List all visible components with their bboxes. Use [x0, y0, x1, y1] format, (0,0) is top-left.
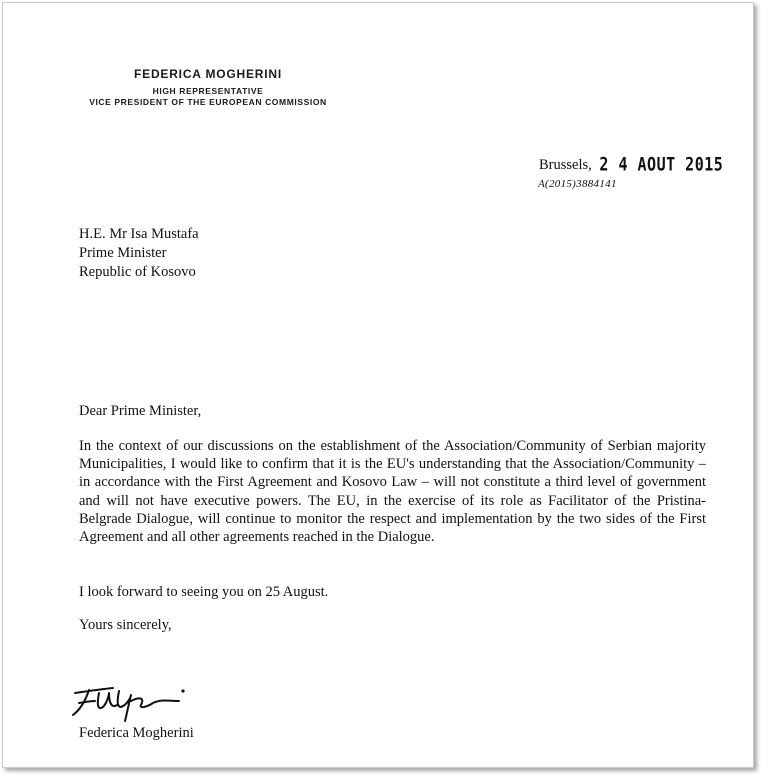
letterhead-title-high-representative: HIGH REPRESENTATIVE: [152, 86, 264, 96]
letterhead-title-vice-president: VICE PRESIDENT OF THE EUROPEAN COMMISSION: [89, 97, 327, 107]
dateline-place: Brussels,: [539, 157, 592, 173]
addressee-country: Republic of Kosovo: [79, 264, 196, 280]
body-paragraph-2: I look forward to seeing you on 25 August.: [79, 584, 329, 600]
handwritten-signature: [69, 683, 209, 725]
addressee-block: [79, 225, 199, 282]
salutation: Dear Prime Minister,: [79, 403, 202, 419]
addressee-name: H.E. Mr Isa Mustafa: [79, 226, 199, 242]
letterhead-name: FEDERICA MOGHERINI: [134, 67, 282, 81]
letterhead: [63, 67, 353, 108]
letter-page: [2, 2, 754, 768]
signatory-name: Federica Mogherini: [79, 725, 194, 741]
dateline: [539, 152, 724, 176]
addressee-title: Prime Minister: [79, 245, 167, 261]
reference-number: A(2015)3884141: [538, 178, 617, 190]
closing: Yours sincerely,: [79, 617, 172, 633]
body-paragraph-1: In the context of our discussions on the establishment of the Association/Community of Serbian majority Municipalities, I would like to confirm that it is the EU's understanding that the Association/Community – in accordance with the First Agreement and Kosovo Law – will not constitute a third level of government and will not have executive powers. The EU, in the exercise of its role as Facilitator of the Pristina-Belgrade Dialogue, will continue to monitor the respect and implementation by the two sides of the First Agreement and all other agreements reached in the Dialogue.: [79, 438, 706, 546]
date-stamp: 2 4 AOUT 2015: [599, 152, 724, 176]
